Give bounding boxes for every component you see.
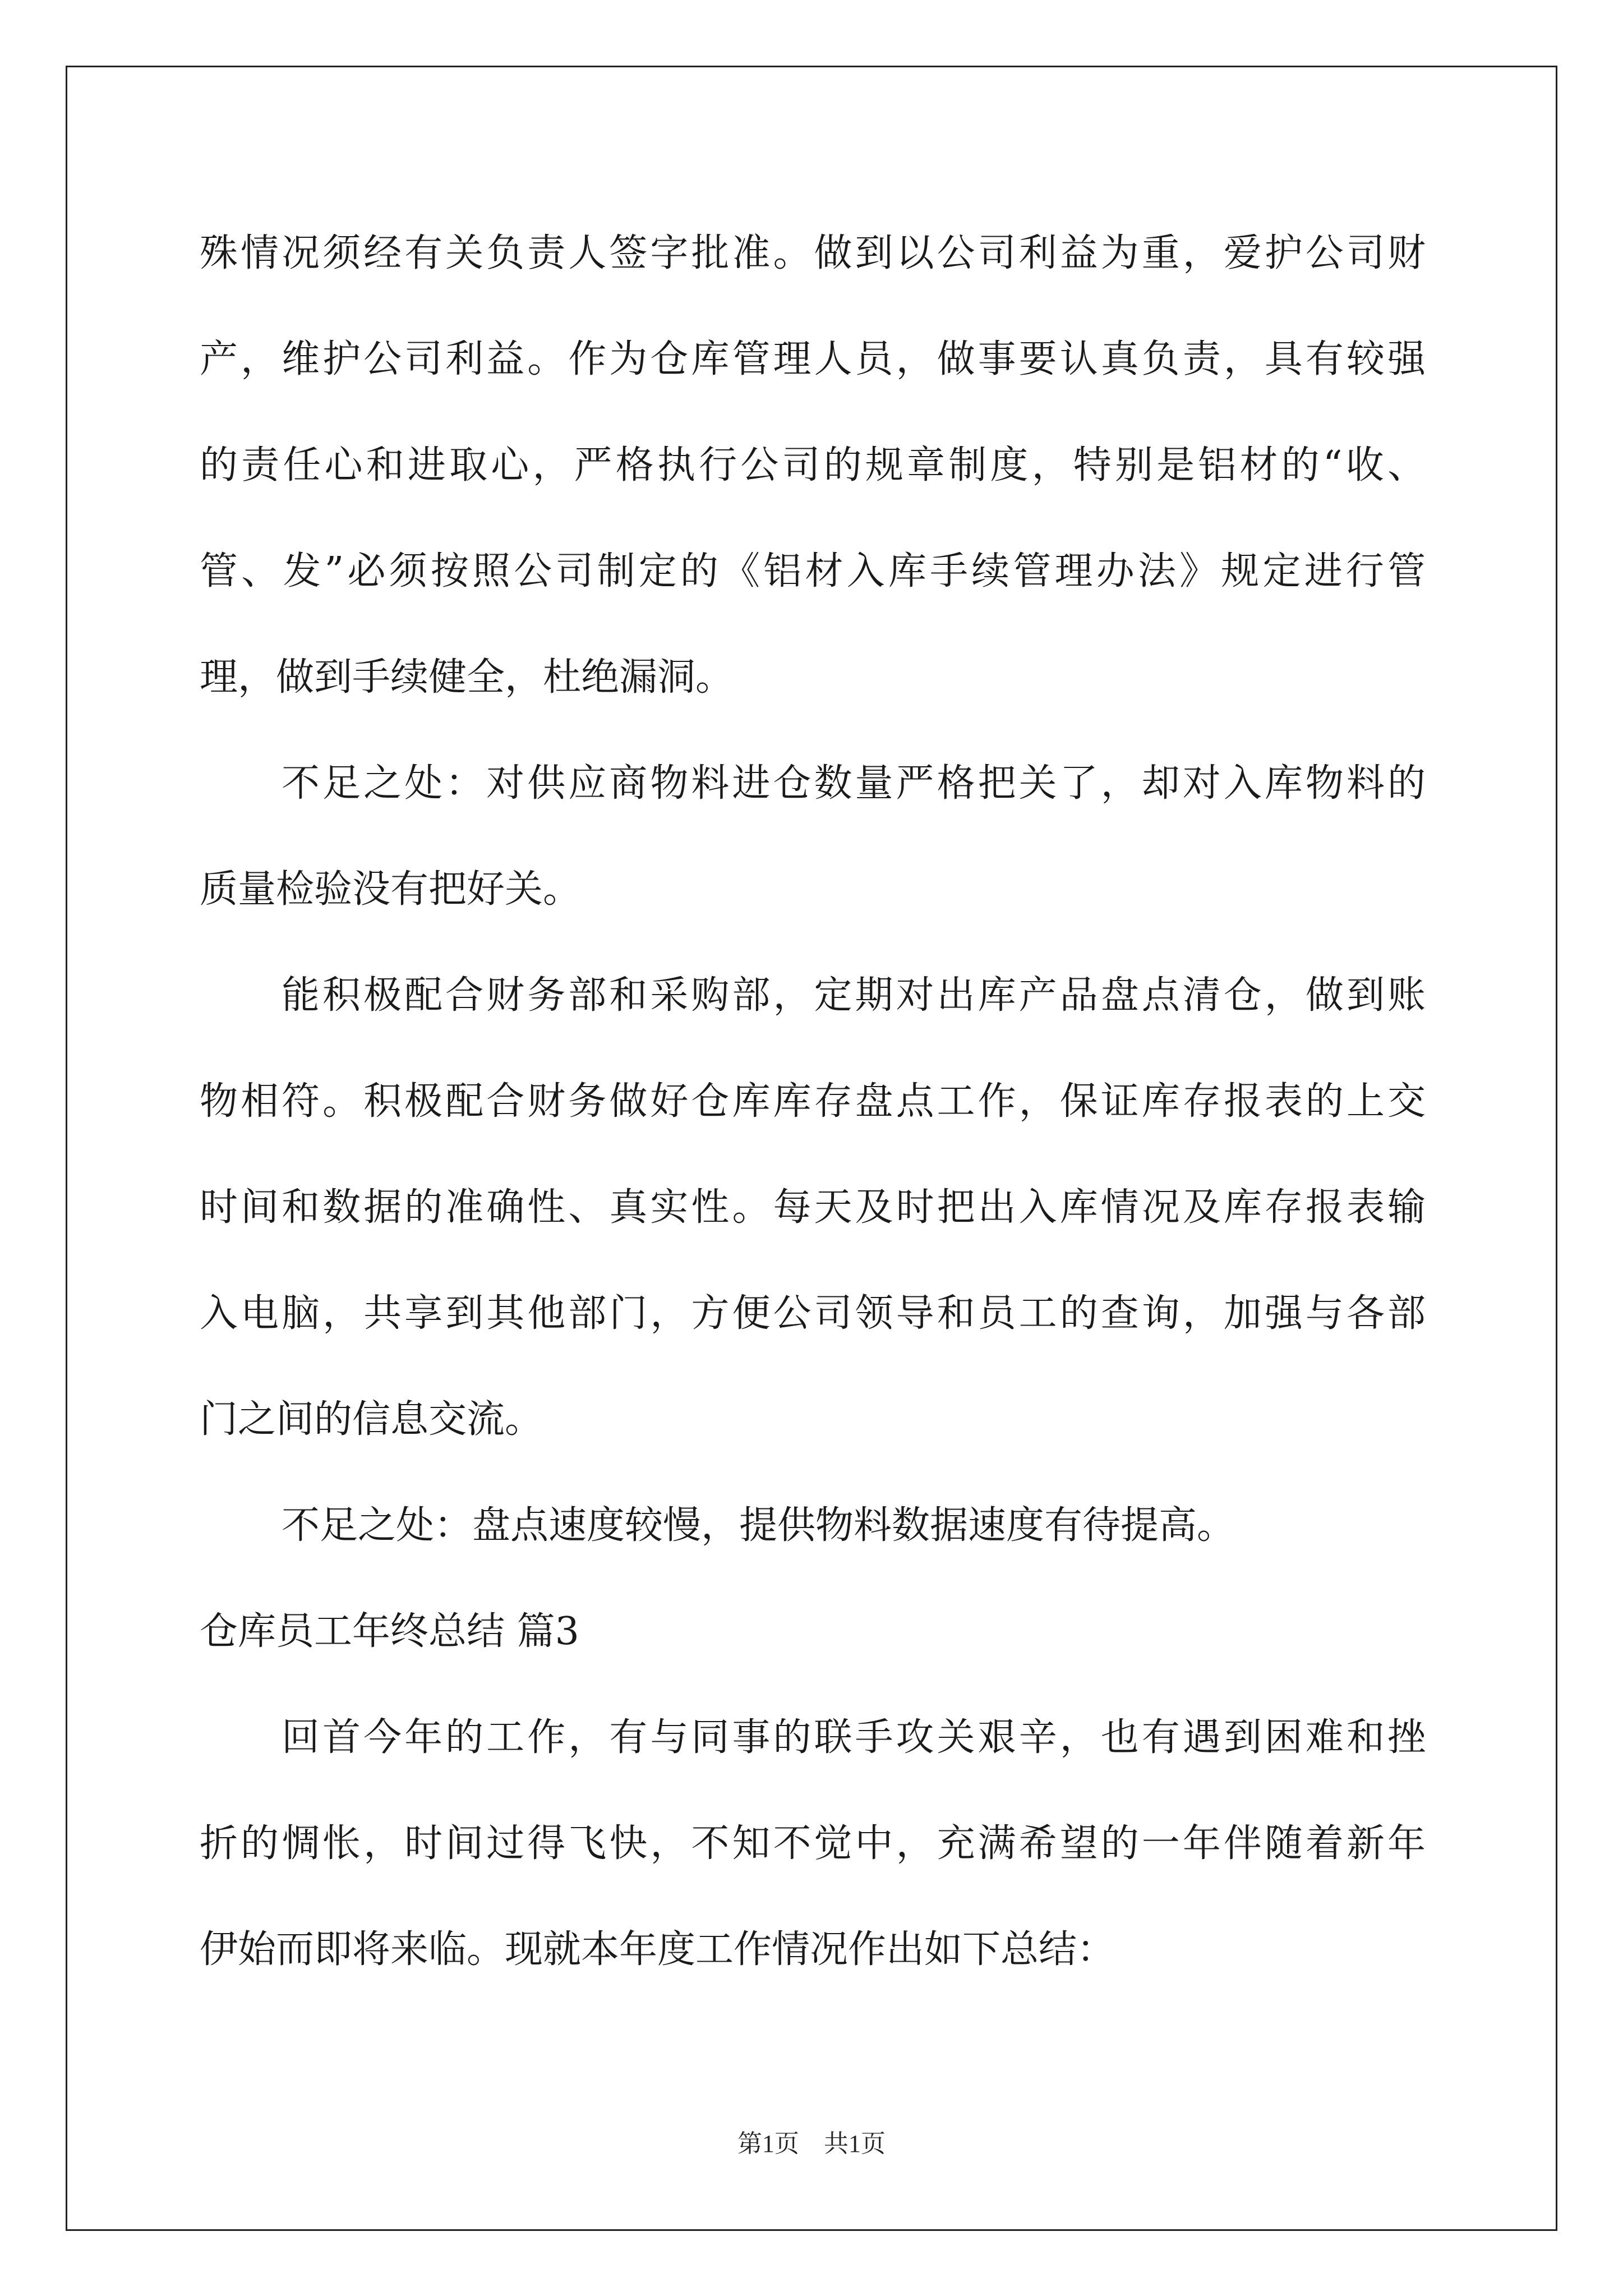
body-line: 质量检验没有把好关。 — [200, 867, 582, 912]
body-line: 不足之处：对供应商物料进仓数量严格把关了，却对入库物料的 — [282, 761, 1426, 806]
body-line: 时间和数据的准确性、真实性。每天及时把出入库情况及库存报表输 — [200, 1185, 1426, 1230]
body-line: 不足之处：盘点速度较慢，提供物料数据速度有待提高。 — [282, 1503, 1235, 1548]
body-line: 入电脑，共享到其他部门，方便公司领导和员工的查询，加强与各部 — [200, 1291, 1426, 1336]
body-line: 折的惆怅，时间过得飞快，不知不觉中，充满希望的一年伴随着新年 — [200, 1821, 1426, 1866]
body-line: 回首今年的工作，有与同事的联手攻关艰辛，也有遇到困难和挫 — [282, 1715, 1426, 1760]
body-line: 物相符。积极配合财务做好仓库库存盘点工作，保证库存报表的上交 — [200, 1079, 1426, 1124]
body-line: 门之间的信息交流。 — [200, 1397, 543, 1442]
document-body — [200, 200, 1426, 2003]
body-line: 的责任心和进取心，严格执行公司的规章制度，特别是铝材的“收、 — [200, 443, 1426, 487]
body-line: 管、发”必须按照公司制定的《铝材入库手续管理办法》规定进行管 — [200, 549, 1426, 593]
section-heading: 仓库员工年终总结 篇3 — [200, 1609, 579, 1654]
body-line: 产，维护公司利益。作为仓库管理人员，做事要认真负责，具有较强 — [200, 337, 1426, 381]
page-number-footer: 第1页 共1页 — [737, 2130, 886, 2157]
body-line: 殊情况须经有关负责人签字批准。做到以公司利益为重，爱护公司财 — [200, 231, 1426, 275]
body-line: 能积极配合财务部和采购部，定期对出库产品盘点清仓，做到账 — [282, 973, 1426, 1018]
body-line: 伊始而即将来临。现就本年度工作情况作出如下总结： — [200, 1927, 1115, 1972]
body-line: 理，做到手续健全，杜绝漏洞。 — [200, 655, 734, 700]
